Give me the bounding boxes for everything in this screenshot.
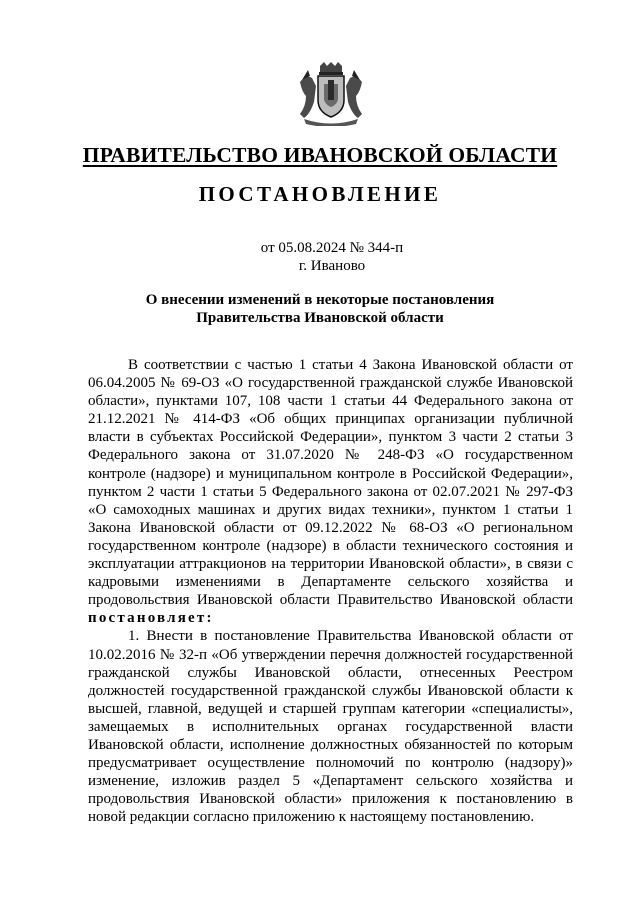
item-1-paragraph: 1. Внести в постановление Правительства Ивановской области от 10.02.2016 № 32-п «Об утверждении перечня должностей государственной гражданской службы Ивановской области, отнесенных Реестром должностей государственной гражданской службы Ивановской области к высшей, главной, ведущей и старшей группам категории «специалисты», замещаемых в исполнительных органах государственной власти Ивановской области, исполнение должностных обязанностей по которым предусматривает осуществление полномочий по контролю (надзору)» изменение, изложив раздел 5 «Департамент сельского хозяйства и продовольствия Ивановской области» приложения к постановлению в новой редакции согласно приложению к настоящему постановлению. [88,628,573,826]
subject-line-1: О внесении изменений в некоторые постановления [145,292,495,308]
document-date-number: от 05.08.2024 № 344-п [260,240,404,256]
coat-of-arms-icon [296,62,366,126]
resolves-word: постановляет: [88,610,214,627]
document-city: г. Иваново [298,258,366,274]
preamble-paragraph [88,356,573,627]
preamble-text: В соответствии с частью 1 статьи 4 Закона Ивановской области от 06.04.2005 № 69-ОЗ «О государственной гражданской службе Ивановской области», пунктами 107, 108 части 1 статьи 44 Федерального закона от 21.12.2021 № 414-ФЗ «Об общих принципах организации публичной власти в субъектах Российской Федерации», пунктом 3 части 2 статьи 3 Федерального закона от 31.07.2020 № 248-ФЗ «О государственном контроле (надзоре) и муниципальном контроле в Российской Федерации», пунктом 2 части 1 статьи 5 Федерального закона от 02.07.2021 № 297-ФЗ «О самоходных машинах и других видах техники», пунктом 1 статьи 1 Закона Ивановской области от 09.12.2022 № 68-ОЗ «О региональном государственном контроле (надзоре) в области технического состояния и эксплуатации аттракционов на территории Ивановской области», в связи с кадровыми изменениями в Департаменте сельского хозяйства и продовольствия Ивановской области Правительство Ивановской области [88,357,573,609]
subject-line-2: Правительства Ивановской области [196,310,444,326]
document-body [88,356,573,826]
government-name: ПРАВИТЕЛЬСТВО ИВАНОВСКОЙ ОБЛАСТИ [82,143,558,167]
document-type: ПОСТАНОВЛЕНИЕ [198,182,442,206]
